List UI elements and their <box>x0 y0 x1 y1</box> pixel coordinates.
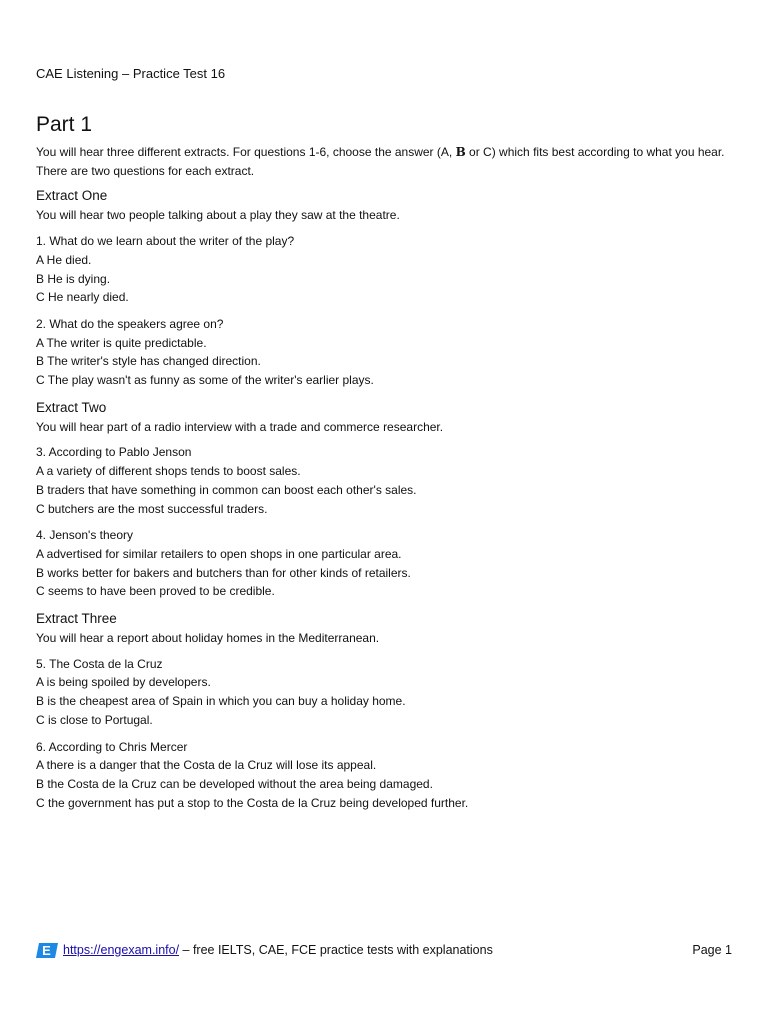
instructions-text-2: or C) which fits best according to what you hear. There are two questions for each extract. <box>36 145 725 178</box>
footer-tagline: – free IELTS, CAE, FCE practice tests with explanations <box>179 943 493 957</box>
option-c: C The play wasn't as funny as some of the writer's earlier plays. <box>36 373 374 388</box>
option-b: B He is dying. <box>36 271 111 286</box>
extract-title: Extract Two <box>36 399 107 415</box>
instructions-bold-letter: B <box>455 145 466 159</box>
option-b: B The writer's style has changed direction. <box>36 354 261 369</box>
option-b: B traders that have something in common can boost each other's sales. <box>36 482 417 497</box>
question-stem: 4. Jenson's theory <box>36 528 134 543</box>
question-stem: 3. According to Pablo Jenson <box>36 445 192 460</box>
test-content <box>36 143 736 820</box>
option-a: A He died. <box>36 252 92 267</box>
engexam-logo-icon <box>36 943 58 958</box>
extract-description: You will hear two people talking about a play they saw at the theatre. <box>36 208 400 223</box>
option-a: A advertised for similar retailers to open shops in one particular area. <box>36 546 402 561</box>
instructions-text-1: You will hear three different extracts. For questions 1-6, choose the answer (A, <box>36 145 456 159</box>
option-a: A The writer is quite predictable. <box>36 335 207 350</box>
part-instructions <box>36 143 736 180</box>
option-b: B the Costa de la Cruz can be developed without the area being damaged. <box>36 776 433 791</box>
question-stem: 6. According to Chris Mercer <box>36 739 188 754</box>
question-2 <box>36 315 736 390</box>
option-a: A there is a danger that the Costa de la Cruz will lose its appeal. <box>36 758 377 773</box>
question-3 <box>36 443 736 518</box>
extract-one <box>36 186 736 389</box>
extract-three <box>36 609 736 812</box>
footer-text <box>63 940 493 960</box>
extract-title: Extract One <box>36 188 108 204</box>
logo-letter: E <box>42 943 51 958</box>
option-c: C the government has put a stop to the Costa de la Cruz being developed further. <box>36 795 469 810</box>
extract-description: You will hear part of a radio interview with a trade and commerce researcher. <box>36 419 444 434</box>
page-footer <box>36 940 732 960</box>
option-a: A is being spoiled by developers. <box>36 675 211 690</box>
question-stem: 1. What do we learn about the writer of the play? <box>36 234 295 249</box>
question-4 <box>36 526 736 601</box>
option-c: C seems to have been proved to be credible. <box>36 584 275 599</box>
option-c: C He nearly died. <box>36 290 129 305</box>
part-title: Part 1 <box>36 113 93 136</box>
question-stem: 5. The Costa de la Cruz <box>36 656 163 671</box>
option-b: B is the cheapest area of Spain in which you can buy a holiday home. <box>36 694 406 709</box>
question-1 <box>36 232 736 307</box>
option-c: C is close to Portugal. <box>36 712 153 727</box>
question-5 <box>36 655 736 730</box>
question-stem: 2. What do the speakers agree on? <box>36 316 224 331</box>
extract-description: You will hear a report about holiday homes in the Mediterranean. <box>36 631 380 646</box>
page-number: Page 1 <box>692 943 732 957</box>
engexam-link[interactable]: https://engexam.info/ <box>63 943 180 957</box>
option-b: B works better for bakers and butchers than for other kinds of retailers. <box>36 565 411 580</box>
extract-two <box>36 398 736 601</box>
extract-title: Extract Three <box>36 611 117 627</box>
option-c: C butchers are the most successful traders. <box>36 501 268 516</box>
question-6 <box>36 738 736 813</box>
page-header: CAE Listening – Practice Test 16 <box>36 66 226 81</box>
option-a: A a variety of different shops tends to boost sales. <box>36 464 301 479</box>
